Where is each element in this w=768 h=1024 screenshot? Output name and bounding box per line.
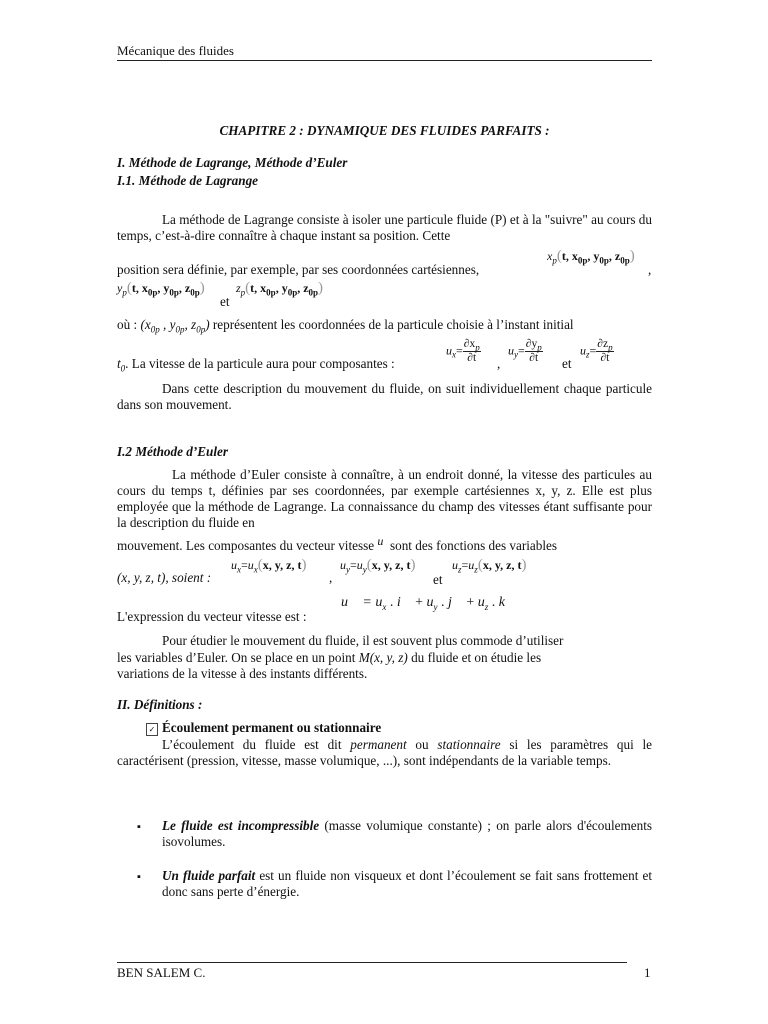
euler-uy-formula: $u_y=u_y(x$, y, z, t) [340, 557, 416, 575]
lagrange-paragraph: La méthode de Lagrange consiste à isoler une particule fluide (P) et à la "suivre" au cours du temps, c’est-à-dire connaître à chaque instant sa position. Cette [117, 212, 652, 243]
variables-list: (x, y, z, t), soient : [117, 570, 212, 585]
checkbox-bullet-icon: ✓ [146, 723, 158, 736]
comma-2: , [497, 356, 501, 371]
coordinates-line: où : ($x_{0p}$ , $y_{0p}$, $z_{0p}$) représentent les coordonnées de la particule choisie à l’instant initial [117, 317, 574, 335]
bullet-icon-2: ▪ [137, 871, 141, 883]
footer-rule [117, 962, 627, 963]
euler-advantage-line3: variations de la vitesse à des instants différents. [117, 666, 368, 681]
footer-author: BEN SALEM C. [117, 965, 206, 980]
euler-advantage-line2: les variables d’Euler. On se place en un point M(x, y, z) du fluide et on étudie les [117, 650, 542, 665]
velocity-intro-line: $t_0$. La vitesse de la particule aura pour composantes : [117, 356, 395, 374]
header-title: Mécanique des fluides [117, 43, 234, 58]
section-heading-1: I. Méthode de Lagrange, Méthode d’Euler [117, 155, 348, 170]
chapter-title: CHAPITRE 2 : DYNAMIQUE DES FLUIDES PARFAITS : [219, 123, 550, 138]
bullet-item-perfect-fluid: Un fluide parfait est un fluide non visqueux et dont l’écoulement se fait sans frottement et donc sans perte d’énergie. [162, 868, 653, 899]
uy-formula: $u_y=$ $\frac{\partial y_p}{\partial t}$ [508, 338, 542, 364]
euler-paragraph: La méthode d’Euler consiste à connaître, à un endroit donné, la vitesse des particules au cours du temps t, définies par ses coordonnées, par exemple cartésiennes x, y, z. Elle est plus employée que la méthode de Lagrange. La connaissance du champ des vitesses étant suffisante pour la description du fluide en [117, 467, 652, 530]
and-word-1: et [220, 294, 230, 309]
xp-formula: $x_p(t$, $x_{0p}$, $y_{0p}$, $z_{0p}$) [547, 248, 635, 266]
euler-ux-formula: $u_x=u_x(x$, y, z, t) [231, 557, 307, 575]
lagrange-paragraph-line3: position sera définie, par exemple, par ses coordonnées cartésiennes, [117, 262, 480, 277]
bullet-item-incompressible: Le fluide est incompressible (masse volumique constante) ; on parle alors d'écoulements isovolumes. [162, 818, 652, 849]
euler-advantage-line1: Pour étudier le mouvement du fluide, il est souvent plus commode d’utiliser [162, 633, 564, 648]
section-heading-2: II. Définitions : [117, 697, 203, 712]
header-rule [117, 60, 652, 61]
euler-paragraph-last-line: mouvement. Les composantes du vecteur vitesse u sont des fonctions des variables [117, 534, 557, 553]
euler-uz-formula: $u_z=u_z(x$, y, z, t) [452, 557, 527, 575]
uz-formula: $u_z=$ $\frac{\partial z_p}{\partial t}$ [580, 338, 613, 364]
comma-1: , [648, 262, 652, 277]
and-word-3: et [433, 572, 443, 587]
bullet-icon-1: ▪ [137, 821, 141, 833]
yp-formula: $y_p(t$, $x_{0p}$, $y_{0p}$, $z_{0p}$) [117, 280, 205, 298]
and-word-2: et [562, 356, 572, 371]
ux-formula: $u_x=$ $\frac{\partial x_p}{\partial t}$ [446, 338, 480, 364]
lagrange-description-paragraph: Dans cette description du mouvement du fluide, on suit individuellement chaque particule dans son mouvement. [117, 381, 652, 412]
page-number: 1 [644, 965, 651, 980]
steady-flow-title: Écoulement permanent ou stationnaire [162, 720, 382, 735]
velocity-vector-formula: u⃗ = $u_x$ . i⃗ + $u_y$ . j⃗ + $u_z$ . k⃗ [341, 595, 516, 612]
zp-formula: $z_p(t$, $x_{0p}$, $y_{0p}$, $z_{0p}$) [236, 280, 324, 298]
comma-3: , [329, 570, 333, 585]
section-heading-1-1: I.1. Méthode de Lagrange [117, 173, 259, 188]
vector-label: L'expression du vecteur vitesse est : [117, 609, 307, 624]
steady-flow-paragraph: L’écoulement du fluide est dit permanent ou stationnaire si les paramètres qui le caractérisent (pression, vitesse, masse volumique, ...), sont indépendants de la variable temps. [117, 737, 653, 768]
section-heading-1-2: I.2 Méthode d’Euler [117, 444, 228, 459]
